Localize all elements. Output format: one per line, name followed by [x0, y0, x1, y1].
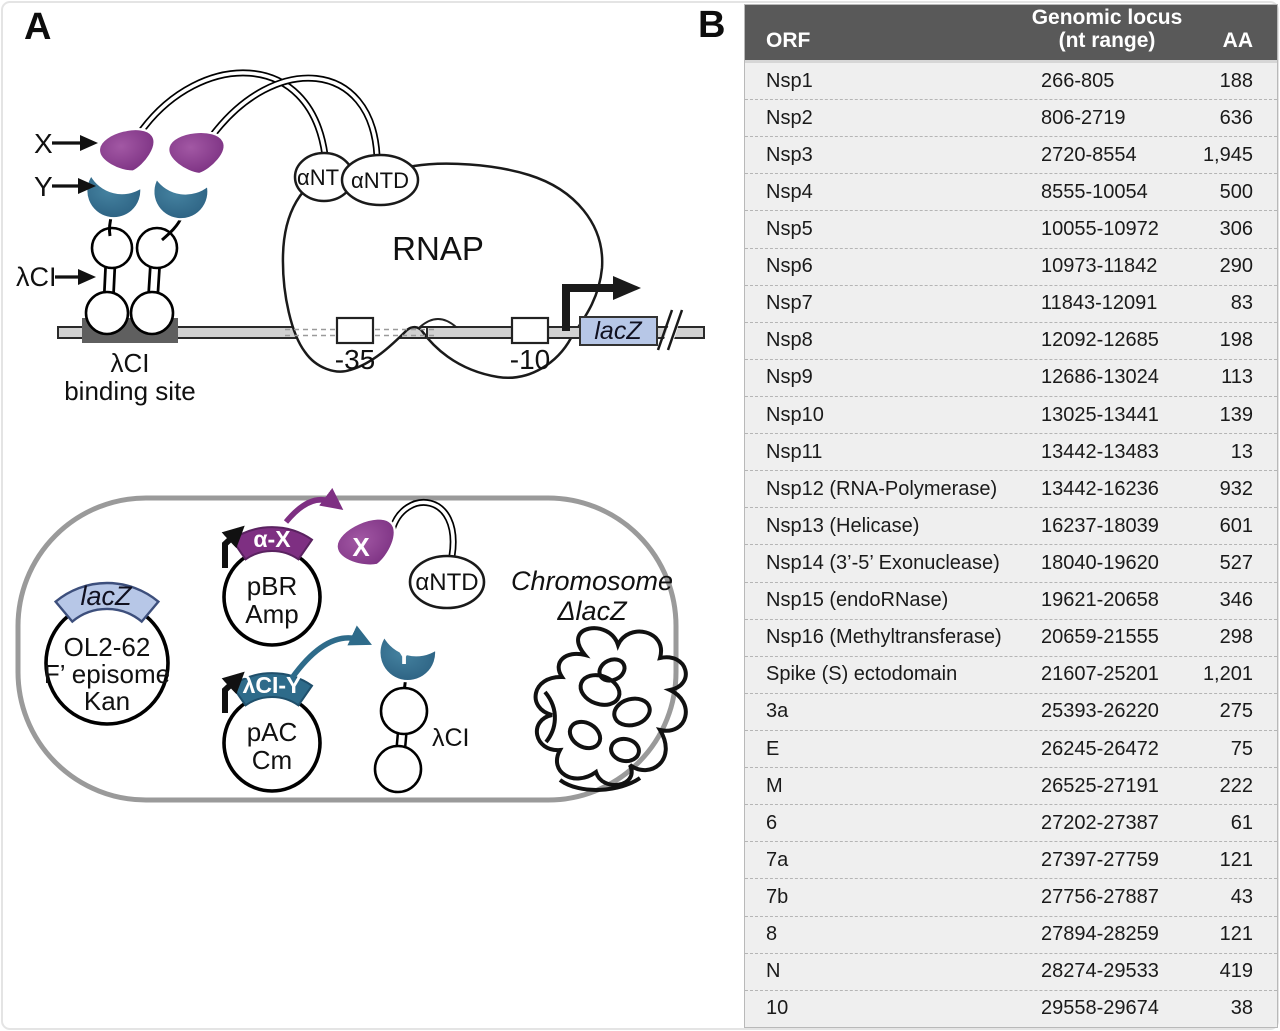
table-row — [745, 842, 1277, 879]
cell-locus: 18040-19620 — [1041, 551, 1159, 574]
cell-locus: 10973-11842 — [1041, 255, 1158, 278]
header-orf: ORF — [766, 29, 811, 53]
cell-locus: 26525-27191 — [1041, 774, 1159, 797]
reporter-episome — [44, 581, 170, 724]
cell-aa: 527 — [1219, 551, 1253, 574]
cell-locus: 13442-13483 — [1041, 440, 1159, 463]
table-row — [745, 620, 1277, 657]
lacz-label: lacZ — [594, 317, 642, 345]
cell-orf: 8 — [766, 923, 778, 946]
lci-dimer — [86, 228, 177, 334]
cell-locus: 10055-10972 — [1041, 217, 1159, 240]
cell-locus: 16237-18039 — [1041, 514, 1159, 537]
cell-orf: 6 — [766, 811, 778, 834]
binding-site-caption-1: λCI — [110, 348, 150, 378]
cell-locus: 27202-27387 — [1041, 811, 1159, 834]
table-row — [745, 954, 1277, 991]
cell-locus: 20659-21555 — [1041, 626, 1159, 649]
cell-aa: 932 — [1219, 477, 1253, 500]
cell-locus: 2720-8554 — [1041, 143, 1137, 166]
cell-orf: E — [766, 737, 780, 760]
cell-aa: 188 — [1219, 69, 1253, 92]
plasmid-x-line1: pBR — [246, 571, 298, 601]
rnap-label: RNAP — [392, 230, 484, 267]
cell-locus: 19621-20658 — [1041, 589, 1159, 612]
episome-line3: Kan — [83, 686, 131, 716]
cell-locus: 25393-26220 — [1041, 700, 1159, 723]
table-row — [745, 323, 1277, 360]
cell-orf: 3a — [766, 700, 789, 723]
table-row — [745, 174, 1277, 211]
cell-orf: Nsp6 — [766, 255, 813, 278]
minus10-label: -10 — [509, 344, 551, 375]
episome-line2: F’ episome — [43, 659, 171, 689]
cell-aa: 419 — [1219, 960, 1253, 983]
cell-orf: Spike (S) ectodomain — [766, 663, 958, 686]
table-row — [745, 805, 1277, 842]
y-pointer-label: Y — [34, 171, 53, 202]
cell-orf: Nsp15 (endoRNase) — [766, 589, 949, 612]
orf-table-body — [745, 63, 1277, 1027]
table-row — [745, 434, 1277, 471]
cell-aa: 38 — [1230, 997, 1253, 1020]
table-row — [745, 917, 1277, 954]
alpha-ntd-label: αNTD — [351, 168, 409, 193]
minus35-box — [337, 318, 373, 343]
y-protein-shape — [150, 178, 210, 223]
cell-aa: 306 — [1219, 217, 1253, 240]
header-aa: AA — [1222, 29, 1253, 53]
cell-orf: Nsp14 (3’-5’ Exonuclease) — [766, 551, 1000, 574]
cell-locus: 12686-13024 — [1041, 366, 1159, 389]
cell-orf: Nsp3 — [766, 143, 813, 166]
x-protein-shape — [167, 129, 228, 177]
orf-table — [744, 4, 1278, 1028]
cell-locus: 27397-27759 — [1041, 848, 1159, 871]
two-hybrid-diagram — [0, 0, 740, 475]
cell-aa: 346 — [1219, 589, 1253, 612]
table-row — [745, 211, 1277, 248]
cell-aa: 198 — [1219, 329, 1253, 352]
cell-orf: Nsp16 (Methyltransferase) — [766, 626, 1002, 649]
table-row — [745, 694, 1277, 731]
header-genomic-locus — [1027, 6, 1187, 53]
table-row — [745, 471, 1277, 508]
cell-orf: Nsp11 — [766, 440, 823, 463]
cell-aa: 1,945 — [1202, 143, 1253, 166]
cell-aa: 290 — [1219, 255, 1253, 278]
header-genomic-locus-line2: (nt range) — [1058, 29, 1156, 53]
cell-aa: 75 — [1230, 737, 1253, 760]
cell-alpha-ntd-label: αNTD — [415, 569, 479, 596]
cell-locus: 26245-26472 — [1041, 737, 1159, 760]
cell-orf: Nsp5 — [766, 217, 813, 240]
cell-orf: Nsp7 — [766, 292, 813, 315]
cell-aa: 61 — [1230, 811, 1253, 834]
cell-locus: 27894-28259 — [1041, 923, 1159, 946]
table-row — [745, 731, 1277, 768]
panel-b-label: B — [698, 4, 726, 46]
table-row — [745, 100, 1277, 137]
cell-aa: 13 — [1230, 440, 1253, 463]
binding-site-caption-2: binding site — [64, 376, 196, 406]
cell-locus: 13025-13441 — [1041, 403, 1159, 426]
plasmid-y-line2: Cm — [251, 745, 293, 775]
cell-x-protein-label: X — [352, 532, 370, 562]
plasmid-y-line1: pAC — [246, 717, 298, 747]
table-row — [745, 991, 1277, 1027]
cell-orf: Nsp1 — [766, 69, 813, 92]
plasmid-x-line2: Amp — [245, 599, 299, 629]
cell-orf: Nsp9 — [766, 366, 813, 389]
cell-aa: 83 — [1230, 292, 1253, 315]
table-row — [745, 545, 1277, 582]
cell-locus: 13442-16236 — [1041, 477, 1159, 500]
header-genomic-locus-line1: Genomic locus — [1031, 5, 1183, 29]
y-protein-shape — [80, 174, 143, 224]
table-row — [745, 583, 1277, 620]
cell-orf: M — [766, 774, 783, 797]
x-protein-shape — [95, 124, 160, 179]
cell-locus: 806-2719 — [1041, 106, 1126, 129]
table-row — [745, 360, 1277, 397]
cell-aa: 275 — [1219, 700, 1253, 723]
episome-line1: OL2-62 — [63, 632, 151, 662]
cell-orf: Nsp8 — [766, 329, 813, 352]
x-pointer-arrowhead — [80, 135, 98, 151]
lci-pointer-label: λCI — [16, 262, 57, 292]
alpha-nt-label: αNT — [296, 165, 340, 190]
cell-aa: 121 — [1219, 923, 1253, 946]
cell-aa: 43 — [1230, 885, 1253, 908]
cell-locus: 8555-10054 — [1041, 180, 1148, 203]
cell-aa: 121 — [1219, 848, 1253, 871]
episome-gene-label: lacZ — [80, 581, 132, 611]
cell-locus: 27756-27887 — [1041, 885, 1159, 908]
transcription-arrowhead — [613, 276, 641, 300]
cell-orf: Nsp4 — [766, 180, 813, 203]
cell-aa: 222 — [1219, 774, 1253, 797]
cell-aa: 601 — [1219, 514, 1253, 537]
cell-orf: Nsp13 (Helicase) — [766, 514, 920, 537]
table-row — [745, 63, 1277, 100]
cell-aa: 139 — [1219, 403, 1253, 426]
x-pointer-label: X — [34, 128, 53, 159]
cell-orf: Nsp12 (RNA-Polymerase) — [766, 477, 998, 500]
cell-locus: 11843-12091 — [1041, 292, 1158, 315]
panel-a-label: A — [24, 6, 52, 48]
cell-orf: 10 — [766, 997, 789, 1020]
cell-locus: 29558-29674 — [1041, 997, 1159, 1020]
cell-y-protein-label: Y — [395, 640, 413, 670]
cell-orf: N — [766, 960, 781, 983]
table-row — [745, 879, 1277, 916]
table-row — [745, 508, 1277, 545]
orf-table-header — [745, 5, 1277, 63]
cell-aa: 500 — [1219, 180, 1253, 203]
cell-aa: 113 — [1221, 366, 1253, 389]
table-row — [745, 286, 1277, 323]
cell-aa: 1,201 — [1202, 663, 1253, 686]
cell-orf: 7b — [766, 885, 789, 908]
chromosome-caption-2: ΔlacZ — [557, 596, 627, 626]
cell-locus: 12092-12685 — [1041, 329, 1159, 352]
table-row — [745, 137, 1277, 174]
minus35-label: -35 — [334, 344, 376, 375]
table-row — [745, 768, 1277, 805]
cell-locus: 266-805 — [1041, 69, 1115, 92]
cell-orf: Nsp2 — [766, 106, 813, 129]
cell-diagram — [0, 480, 740, 825]
chromosome-caption-1: Chromosome — [510, 566, 674, 596]
minus10-box — [512, 318, 548, 343]
cell-orf: 7a — [766, 848, 789, 871]
lci-pointer-arrowhead — [78, 269, 96, 285]
cell-orf: Nsp10 — [766, 403, 824, 426]
cell-lci-label: λCI — [432, 724, 470, 752]
cell-aa: 298 — [1219, 626, 1253, 649]
plasmid-x-gene-label: α-X — [253, 526, 291, 552]
table-row — [745, 657, 1277, 694]
cell-aa: 636 — [1219, 106, 1253, 129]
cell-locus: 28274-29533 — [1041, 960, 1159, 983]
table-row — [745, 249, 1277, 286]
cell-locus: 21607-25201 — [1041, 663, 1159, 686]
plasmid-y-gene-label: λCI-Y — [242, 672, 302, 698]
table-row — [745, 397, 1277, 434]
